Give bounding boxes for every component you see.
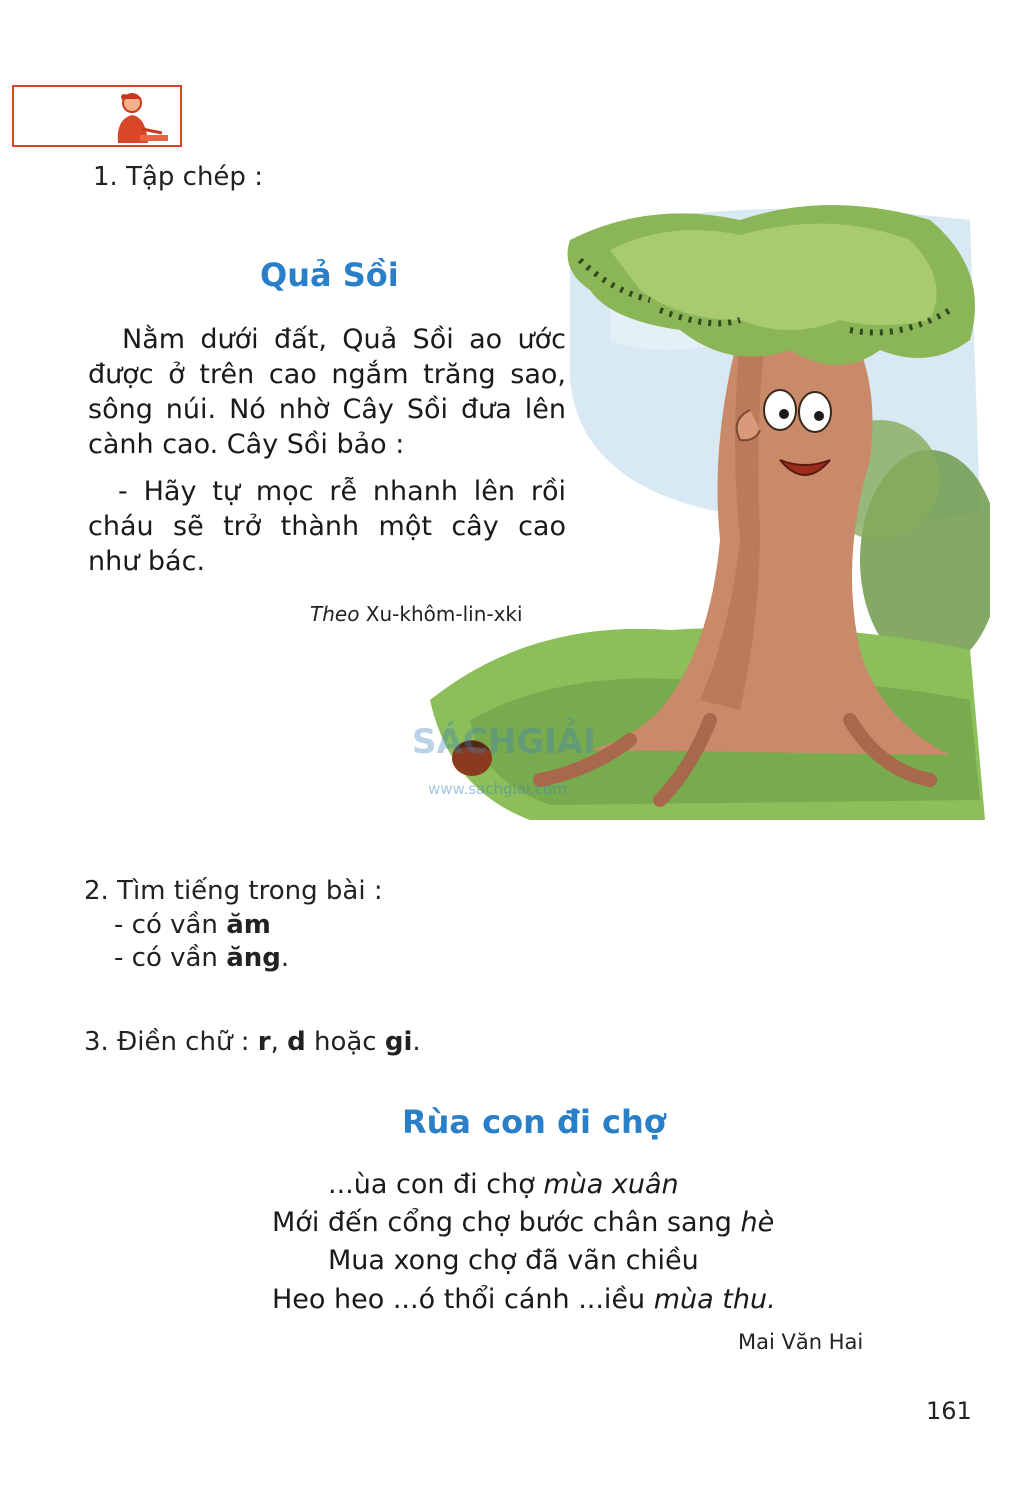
story-line: cành cao. Cây Sồi bảo :	[88, 429, 405, 460]
poem-title: Rùa con đi chợ	[402, 1103, 666, 1141]
task3-prefix: 3. Điền chữ :	[84, 1027, 258, 1057]
story-line: - Hãy tự mọc rễ nhanh lên rồi	[118, 476, 566, 507]
watermark-brand-a: SÁCH	[412, 722, 517, 762]
task2-item-2	[114, 943, 289, 973]
section-header-box	[12, 85, 182, 147]
story-line: cháu sẽ trở thành một cây cao	[88, 511, 566, 542]
watermark-url: www.sachgiai.com	[428, 780, 567, 798]
page-number: 161	[926, 1397, 972, 1425]
task3-end: .	[412, 1027, 421, 1057]
task2-item-1	[114, 910, 271, 940]
poem-line-4	[272, 1281, 776, 1319]
poem-line-1-a: ...ùa con đi chợ	[328, 1169, 544, 1200]
poem-line-3: Mua xong chợ đã vãn chiều	[328, 1245, 699, 1276]
letter-r: r	[257, 1027, 271, 1057]
rhyme-ang: ăng	[226, 943, 281, 973]
story-line: như bác.	[88, 546, 206, 577]
story-line: Nằm dưới đất, Quả Sồi ao ước	[122, 324, 566, 355]
task2-item-2-prefix: - có vần	[114, 943, 227, 973]
poem-line-4-a: Heo heo ...ó thổi cánh ...iều	[272, 1284, 654, 1315]
credit-prefix: Theo	[310, 602, 360, 626]
story-line: sông núi. Nó nhờ Cây Sồi đưa lên	[88, 394, 566, 425]
poem-line-2	[272, 1204, 774, 1242]
task2-label: 2. Tìm tiếng trong bài :	[84, 876, 383, 906]
child-writing-icon	[102, 89, 172, 145]
poem-line-1-b: mùa xuân	[543, 1169, 679, 1200]
letter-d: d	[287, 1027, 306, 1057]
story-line: được ở trên cao ngắm trăng sao,	[88, 359, 566, 390]
poem-author: Mai Văn Hai	[738, 1330, 864, 1354]
watermark-brand	[412, 722, 596, 762]
poem-line-2-a: Mới đến cổng chợ bước chân sang	[272, 1207, 741, 1238]
poem-line-4-b: mùa thu.	[653, 1284, 776, 1315]
task2-item-1-prefix: - có vần	[114, 910, 227, 940]
poem-line-1	[328, 1166, 679, 1204]
poem-line-2-b: hè	[740, 1207, 775, 1238]
task1-label: 1. Tập chép :	[93, 162, 263, 192]
story-title: Quả Sồi	[260, 256, 399, 294]
task3-mid: hoặc	[305, 1027, 385, 1057]
letter-gi: gi	[384, 1027, 413, 1057]
task3-sep: ,	[270, 1027, 288, 1057]
task3-label	[84, 1027, 421, 1057]
watermark-brand-b: GIẢI	[516, 722, 596, 762]
task2-item-2-suffix: .	[280, 943, 290, 973]
credit-author: Xu-khôm-lin-xki	[365, 602, 523, 626]
rhyme-am: ăm	[226, 910, 271, 940]
